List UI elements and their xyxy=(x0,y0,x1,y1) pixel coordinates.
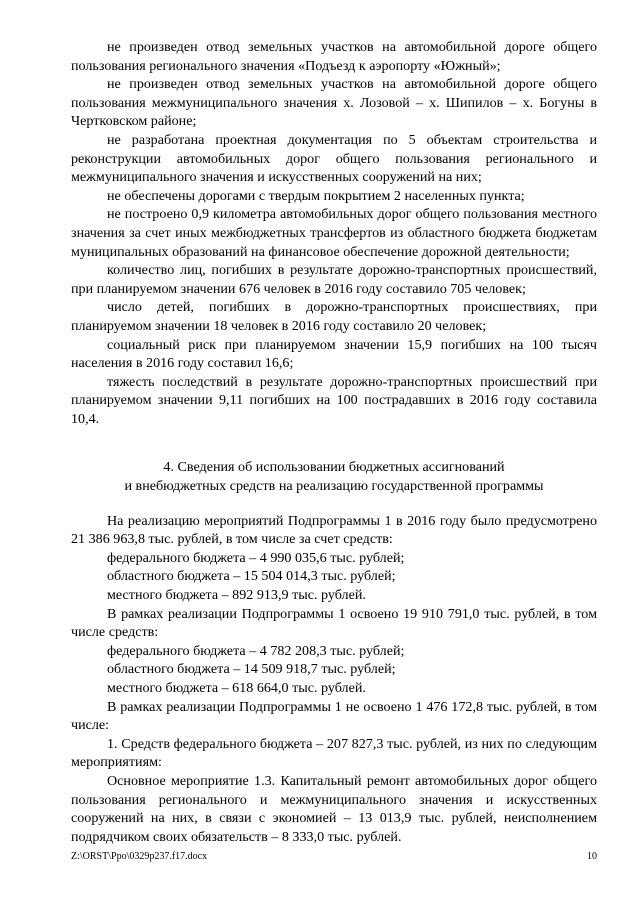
budget-section xyxy=(71,512,597,847)
paragraph: 1. Средств федерального бюджета – 207 827,3 тыс. рублей, из них по следующим мероприятиям: xyxy=(71,735,597,771)
paragraph: Основное мероприятие 1.3. Капитальный ремонт автомобильных дорог общего пользования регионального и межмуниципального значения и искусственных сооружений на них, в связи с экономией – 13 013,9 тыс. рублей, неисполнением подрядчиком своих обязательств – 8 333,0 тыс. рублей. xyxy=(71,772,597,845)
section-heading-line-1: 4. Сведения об использовании бюджетных ассигнований xyxy=(163,459,505,476)
paragraph: В рамках реализации Подпрограммы 1 освоено 19 910 791,0 тыс. рублей, в том числе средств: xyxy=(71,605,597,641)
paragraph: количество лиц, погибших в результате дорожно-транспортных происшествий, при планируемом значении 676 человек в 2016 году составило 705 человек; xyxy=(71,262,597,297)
document-body xyxy=(71,38,597,846)
paragraph: областного бюджета – 14 509 918,7 тыс. рублей; xyxy=(107,661,396,678)
paragraph: федерального бюджета – 4 782 208,3 тыс. рублей; xyxy=(107,642,405,659)
results-list xyxy=(71,38,597,428)
paragraph: число детей, погибших в дорожно-транспортных происшествиях, при планируемом значении 18 человек в 2016 году составило 20 человек; xyxy=(71,299,597,334)
paragraph: областного бюджета – 15 504 014,3 тыс. рублей; xyxy=(107,568,396,585)
paragraph: тяжесть последствий в результате дорожно-транспортных происшествий при планируемом значении 9,11 погибших на 100 пострадавших в 2016 году составила 10,4. xyxy=(71,373,597,427)
section-heading xyxy=(71,458,597,495)
paragraph: федерального бюджета – 4 990 035,6 тыс. рублей; xyxy=(107,549,405,566)
paragraph: На реализацию мероприятий Подпрограммы 1 в 2016 году было предусмотрено 21 386 963,8 тыс. рублей, в том числе за счет средств: xyxy=(71,512,597,548)
section-heading-line-2: и внебюджетных средств на реализацию государственной программы xyxy=(124,478,544,495)
paragraph: социальный риск при планируемом значении 15,9 погибших на 100 тысяч населения в 2016 году составил 16,6; xyxy=(71,336,597,372)
paragraph: не обеспечены дорогами с твердым покрытием 2 населенных пункта; xyxy=(107,187,525,204)
paragraph: В рамках реализации Подпрограммы 1 не освоено 1 476 172,8 тыс. рублей, в том числе: xyxy=(71,698,597,734)
paragraph: не произведен отвод земельных участков на автомобильной дороге общего пользования межмуниципального значения х. Лозовой – х. Шипилов – х. Богуны в Чертковском районе; xyxy=(71,76,597,130)
paragraph: местного бюджета – 618 664,0 тыс. рублей. xyxy=(107,680,366,696)
page-number: 10 xyxy=(587,851,597,862)
page-footer xyxy=(71,850,597,864)
paragraph: не построено 0,9 километра автомобильных дорог общего пользования местного значения за счет иных межбюджетных трансфертов из областного бюджета бюджетам муниципальных образований на финансовое обеспечение дорожной деятельности; xyxy=(71,206,597,260)
footer-file-path: Z:\ORST\Ppo\0329p237.f17.docx xyxy=(71,851,208,862)
paragraph: не произведен отвод земельных участков на автомобильной дороге общего пользования регионального значения «Подъезд к аэропорту «Южный»; xyxy=(71,39,597,74)
paragraph: местного бюджета – 892 913,9 тыс. рублей. xyxy=(107,587,366,604)
paragraph: не разработана проектная документация по 5 объектам строительства и реконструкции автомобильных дорог общего пользования регионального и межмуниципального значения и искусственных сооружений на них; xyxy=(71,131,597,186)
